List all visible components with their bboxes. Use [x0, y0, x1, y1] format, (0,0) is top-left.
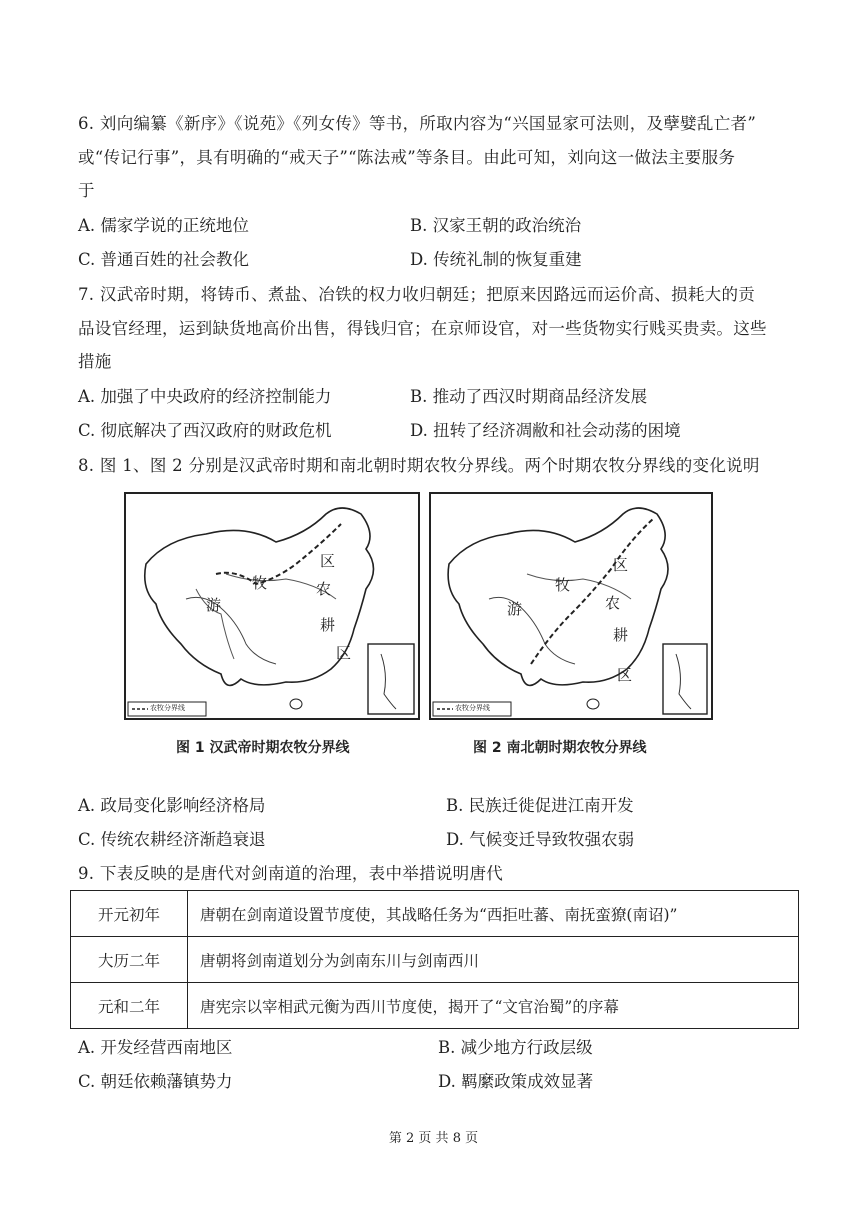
figure-1-map: [124, 492, 420, 720]
fig2-label-mu: 牧: [555, 576, 571, 594]
fig2-label-you: 游: [507, 600, 523, 618]
table-cell-measure: 唐朝在剑南道设置节度使，其战略任务为“西拒吐蕃、南抚蛮獠(南诏)”: [188, 891, 799, 937]
table-cell-measure: 唐宪宗以宰相武元衡为西川节度使，揭开了“文官治蜀”的序幕: [188, 983, 799, 1029]
fig1-label-nong: 农: [316, 580, 332, 598]
table-row: [71, 983, 799, 1029]
q8-option-b: B. 民族迁徙促进江南开发: [446, 796, 634, 815]
q6-option-c: C. 普通百姓的社会教化: [78, 250, 250, 269]
fig2-label-qu-top: 区: [613, 556, 629, 574]
q7-stem-line2: 品设官经理，运到缺货地高价出售，得钱归官；在京师设官，对一些货物实行贱买贵卖。这些: [78, 319, 767, 338]
q9-option-a: A. 开发经营西南地区: [78, 1038, 233, 1057]
fig2-label-geng: 耕: [613, 626, 629, 644]
q7-option-a: A. 加强了中央政府的经济控制能力: [78, 387, 332, 406]
figure-2-caption: 图 2 南北朝时期农牧分界线: [473, 740, 647, 756]
q8-option-c: C. 传统农耕经济渐趋衰退: [78, 830, 266, 849]
q9-option-b: B. 减少地方行政层级: [438, 1038, 593, 1057]
q6-stem-line1: 6. 刘向编纂《新序》《说苑》《列女传》等书，所取内容为“兴国显家可法则，及孽嬖乱亡者”: [78, 114, 757, 133]
fig1-label-geng: 耕: [320, 616, 336, 634]
fig1-legend: 农牧分界线: [150, 704, 185, 712]
q9-stem-line1: 9. 下表反映的是唐代对剑南道的治理，表中举措说明唐代: [78, 864, 504, 883]
figure-2-map-drawing: [431, 494, 711, 718]
figure-1-caption: 图 1 汉武帝时期农牧分界线: [176, 740, 350, 756]
q6-option-b: B. 汉家王朝的政治统治: [410, 216, 582, 235]
table-row: [71, 937, 799, 983]
q9-option-d: D. 羁縻政策成效显著: [438, 1072, 594, 1091]
table-row: [71, 891, 799, 937]
fig2-label-qu-bottom: 区: [617, 666, 633, 684]
q8-option-a: A. 政局变化影响经济格局: [78, 796, 266, 815]
page-footer: 第 2 页 共 8 页: [388, 1131, 479, 1146]
q6-stem-line3: 于: [78, 181, 95, 200]
fig1-label-qu-bottom: 区: [336, 644, 352, 662]
table-cell-year: 元和二年: [71, 983, 188, 1029]
q7-option-b: B. 推动了西汉时期商品经济发展: [410, 387, 648, 406]
table-cell-measure: 唐朝将剑南道划分为剑南东川与剑南西川: [188, 937, 799, 983]
q7-stem-line3: 措施: [78, 352, 112, 371]
table-cell-year: 开元初年: [71, 891, 188, 937]
q6-option-a: A. 儒家学说的正统地位: [78, 216, 249, 235]
q8-option-d: D. 气候变迁导致牧强农弱: [446, 830, 635, 849]
table-cell-year: 大历二年: [71, 937, 188, 983]
q7-option-c: C. 彻底解决了西汉政府的财政危机: [78, 421, 332, 440]
q9-governance-table: [70, 890, 799, 1029]
q7-option-d: D. 扭转了经济凋敝和社会动荡的困境: [410, 421, 681, 440]
fig2-label-nong: 农: [605, 594, 621, 612]
q6-option-d: D. 传统礼制的恢复重建: [410, 250, 582, 269]
fig1-label-qu-top: 区: [320, 552, 336, 570]
q7-stem-line1: 7. 汉武帝时期，将铸币、煮盐、冶铁的权力收归朝廷；把原来因路远而运价高、损耗大的贡: [78, 285, 756, 304]
fig2-legend: 农牧分界线: [455, 704, 490, 712]
q6-stem-line2: 或“传记行事”，具有明确的“戒天子”“陈法戒”等条目。由此可知，刘向这一做法主要服务: [78, 148, 736, 167]
fig1-label-mu: 牧: [252, 574, 268, 592]
figure-2-map: [429, 492, 713, 720]
figure-1-map-drawing: [126, 494, 418, 718]
q8-stem-line1: 8. 图 1、图 2 分别是汉武帝时期和南北朝时期农牧分界线。两个时期农牧分界线的变化说明: [78, 456, 760, 475]
q9-option-c: C. 朝廷依赖藩镇势力: [78, 1072, 233, 1091]
fig1-label-you: 游: [206, 596, 222, 614]
